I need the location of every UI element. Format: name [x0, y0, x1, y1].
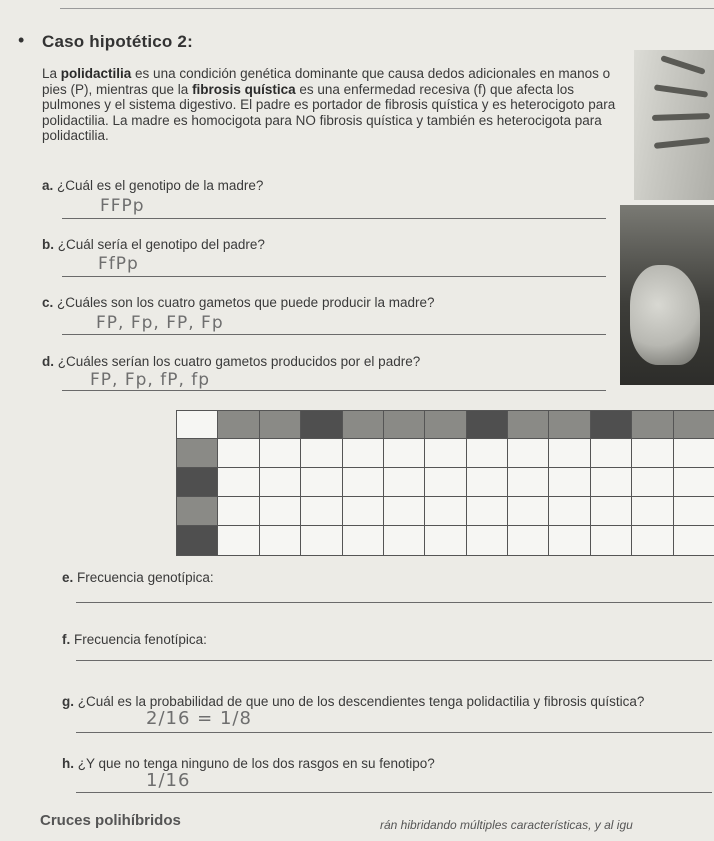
punnett-cell[interactable] — [590, 467, 632, 497]
question-d — [42, 354, 420, 369]
punnett-cell[interactable] — [342, 410, 384, 439]
answer-line-c[interactable] — [62, 334, 606, 335]
punnett-cell[interactable] — [300, 438, 342, 468]
question-letter: b. — [42, 237, 54, 252]
paragraph-text: es una condición genética dominante que causa dedos adicionales en manos o pies (P), mientras que la — [42, 66, 611, 97]
question-text: ¿Y que no tenga ninguno de los dos rasgos en su fenotipo? — [77, 756, 435, 771]
punnett-cell[interactable] — [217, 496, 259, 526]
punnett-cell[interactable] — [466, 496, 508, 526]
section-title: Cruces polihíbridos — [40, 812, 181, 829]
punnett-cell[interactable] — [259, 438, 301, 468]
paragraph-bold-term: polidactilia — [60, 66, 132, 81]
punnett-cell[interactable] — [342, 438, 384, 468]
punnett-cell[interactable] — [424, 496, 466, 526]
question-letter: c. — [42, 295, 54, 310]
top-rule — [60, 8, 714, 9]
punnett-cell[interactable] — [631, 438, 673, 468]
hand-shape — [630, 265, 700, 365]
answer-line-e[interactable] — [76, 602, 712, 603]
punnett-cell[interactable] — [673, 525, 714, 556]
finger-shape — [654, 84, 708, 97]
punnett-cell[interactable] — [590, 525, 632, 556]
punnett-cell[interactable] — [466, 410, 508, 439]
punnett-cell[interactable] — [507, 496, 549, 526]
paragraph-text: es una enfermedad recesiva (f) que afecta los pulmones y el sistema digestivo. El padre es portador de fibrosis quística y es heterocigoto para polidactilia. La madre es homocigota para NO fibrosis quística y también es heterocigota para polidactilia. — [42, 81, 616, 143]
punnett-cell[interactable] — [259, 410, 301, 439]
question-letter: a. — [42, 178, 54, 193]
punnett-cell[interactable] — [507, 410, 549, 439]
question-text: ¿Cuál es el genotipo de la madre? — [57, 178, 264, 193]
question-e — [62, 570, 214, 585]
punnett-square-grid — [176, 410, 714, 555]
punnett-cell[interactable] — [176, 467, 218, 497]
punnett-cell[interactable] — [548, 410, 590, 439]
punnett-cell[interactable] — [507, 438, 549, 468]
punnett-cell[interactable] — [176, 410, 218, 439]
question-text: ¿Cuál es la probabilidad de que uno de los descendientes tenga polidactilia y fibrosis quística? — [77, 694, 645, 709]
section-intro-text: rán hibridando múltiples características, y al igu — [380, 818, 633, 832]
answer-b: FfPp — [98, 254, 139, 274]
case-title: Caso hipotético 2: — [42, 32, 193, 51]
question-b — [42, 237, 265, 252]
punnett-cell[interactable] — [217, 525, 259, 556]
punnett-cell[interactable] — [424, 525, 466, 556]
question-text: ¿Cuáles serían los cuatro gametos producidos por el padre? — [57, 354, 421, 369]
punnett-cell[interactable] — [507, 525, 549, 556]
question-a — [42, 178, 263, 193]
punnett-cell[interactable] — [217, 467, 259, 497]
punnett-cell[interactable] — [300, 410, 342, 439]
question-g — [62, 694, 712, 709]
hand-photo-bottom — [620, 205, 714, 385]
answer-d: FP, Fp, fP, fp — [90, 370, 211, 390]
punnett-cell[interactable] — [176, 525, 218, 556]
hand-photo-top — [634, 50, 714, 200]
finger-shape — [654, 137, 710, 149]
punnett-cell[interactable] — [631, 525, 673, 556]
punnett-cell[interactable] — [383, 467, 425, 497]
finger-shape — [660, 55, 706, 75]
question-letter: e. — [62, 570, 74, 585]
answer-a: FFPp — [100, 196, 145, 216]
punnett-cell[interactable] — [466, 525, 508, 556]
punnett-cell[interactable] — [383, 410, 425, 439]
answer-h: 1/16 — [146, 770, 191, 791]
punnett-cell[interactable] — [548, 467, 590, 497]
paragraph-bold-term: fibrosis quística — [192, 81, 296, 97]
punnett-cell[interactable] — [466, 467, 508, 497]
question-f — [62, 632, 207, 647]
question-text: Frecuencia fenotípica: — [74, 632, 207, 647]
punnett-cell[interactable] — [342, 467, 384, 497]
punnett-cell[interactable] — [673, 496, 714, 526]
punnett-cell[interactable] — [383, 525, 425, 556]
punnett-cell[interactable] — [424, 438, 466, 468]
punnett-cell[interactable] — [217, 438, 259, 468]
punnett-cell[interactable] — [300, 467, 342, 497]
punnett-cell[interactable] — [259, 525, 301, 556]
question-letter: d. — [42, 354, 54, 369]
question-letter: g. — [62, 694, 74, 709]
punnett-cell[interactable] — [383, 438, 425, 468]
answer-c: FP, Fp, FP, Fp — [96, 313, 224, 333]
paragraph-text: La — [42, 66, 61, 81]
answer-line-a[interactable] — [62, 218, 606, 219]
question-letter: h. — [62, 756, 74, 771]
punnett-cell[interactable] — [507, 467, 549, 497]
punnett-cell[interactable] — [673, 410, 714, 439]
punnett-cell[interactable] — [631, 496, 673, 526]
punnett-cell[interactable] — [590, 438, 632, 468]
answer-line-d[interactable] — [62, 390, 606, 391]
punnett-cell[interactable] — [342, 525, 384, 556]
punnett-cell[interactable] — [176, 496, 218, 526]
punnett-cell[interactable] — [383, 496, 425, 526]
punnett-cell[interactable] — [300, 525, 342, 556]
punnett-cell[interactable] — [176, 438, 218, 468]
punnett-cell[interactable] — [590, 496, 632, 526]
answer-g: 2/16 = 1/8 — [146, 708, 252, 729]
punnett-cell[interactable] — [300, 496, 342, 526]
punnett-cell[interactable] — [548, 438, 590, 468]
question-letter: f. — [62, 632, 71, 647]
punnett-cell[interactable] — [259, 467, 301, 497]
punnett-cell[interactable] — [631, 410, 673, 439]
answer-line-h[interactable] — [76, 792, 712, 793]
punnett-cell[interactable] — [466, 438, 508, 468]
case-paragraph — [42, 66, 632, 144]
punnett-cell[interactable] — [548, 496, 590, 526]
punnett-cell[interactable] — [673, 438, 714, 468]
bullet-marker: • — [18, 30, 25, 50]
punnett-cell[interactable] — [217, 410, 259, 439]
punnett-cell[interactable] — [342, 496, 384, 526]
finger-shape — [652, 113, 710, 121]
answer-line-b[interactable] — [62, 276, 606, 277]
question-text: ¿Cuál sería el genotipo del padre? — [57, 237, 265, 252]
punnett-cell[interactable] — [548, 525, 590, 556]
punnett-cell[interactable] — [424, 467, 466, 497]
answer-line-f[interactable] — [76, 660, 712, 661]
punnett-cell[interactable] — [631, 467, 673, 497]
question-c — [42, 295, 435, 310]
punnett-cell[interactable] — [259, 496, 301, 526]
punnett-cell[interactable] — [590, 410, 632, 439]
punnett-cell[interactable] — [424, 410, 466, 439]
punnett-cell[interactable] — [673, 467, 714, 497]
answer-line-g[interactable] — [76, 732, 712, 733]
question-h — [62, 756, 435, 771]
question-text: ¿Cuáles son los cuatro gametos que puede producir la madre? — [57, 295, 435, 310]
question-text: Frecuencia genotípica: — [77, 570, 214, 585]
